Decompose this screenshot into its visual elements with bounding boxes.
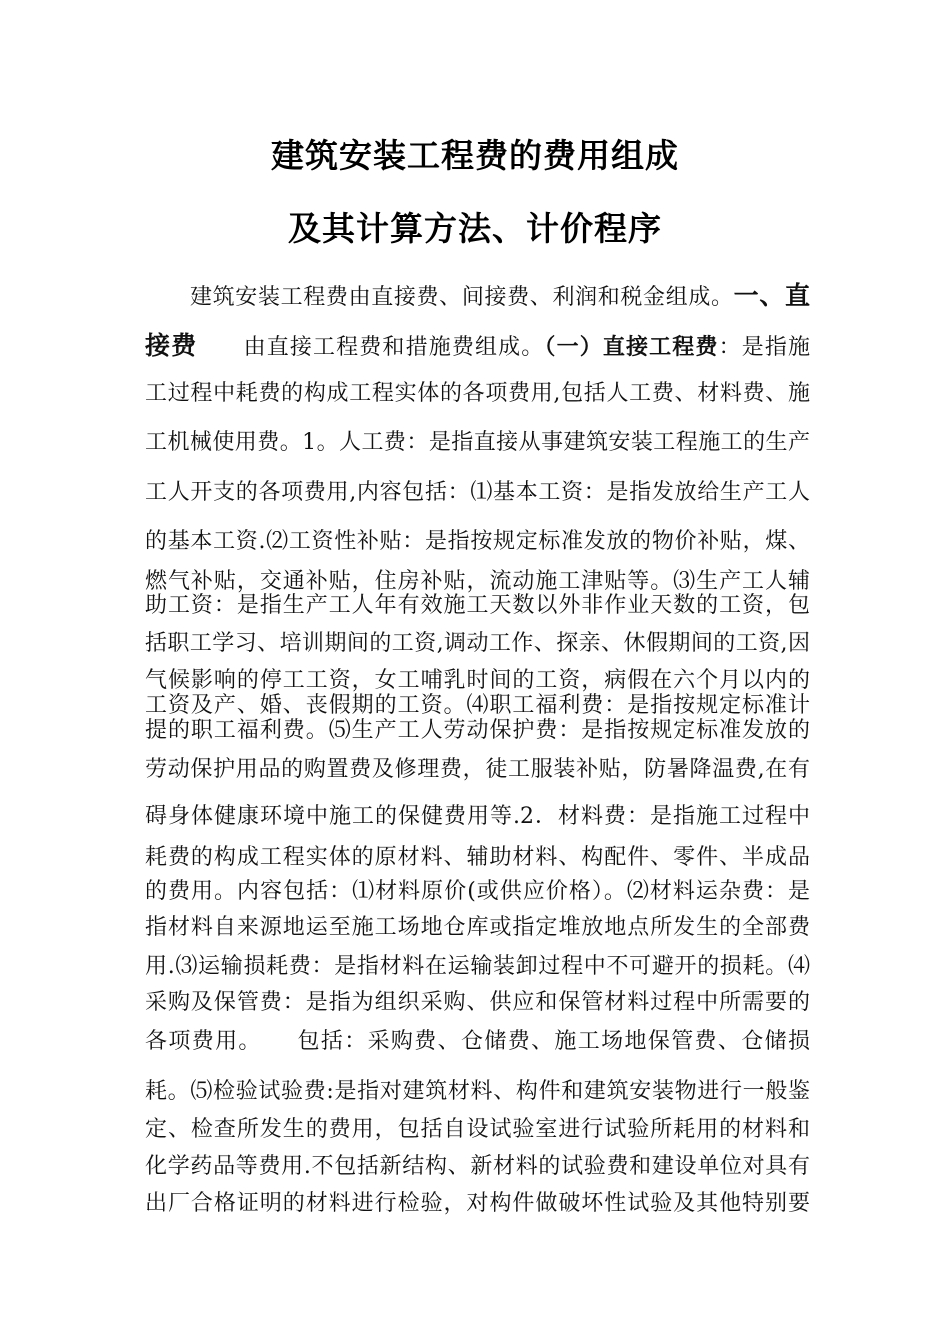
body-text: 的费用。内容包括：⑴材料原价(或供应价格）。⑵材料运杂费：是 [145,879,810,904]
document-title-line-1: 建筑安装工程费的费用组成 [271,136,679,175]
body-text: 燃气补贴，交通补贴，住房补贴，流动施工津贴等。⑶生产工人辅 [145,569,810,594]
body-text: 化学药品等费用.不包括新结构、新材料的试验费和建设单位对具有 [145,1154,810,1179]
body-text: 耗费的构成工程实体的原材料、辅助材料、构配件、零件、半成品 [145,845,810,870]
body-text: 的基本工资.⑵工资性补贴：是指按规定标准发放的物价补贴，煤、 [145,529,810,554]
body-line [190,282,810,312]
body-line [145,667,810,695]
body-line [145,479,810,507]
bold-heading-text: （一）直接工程费 [544,335,719,360]
body-text: 出厂合格证明的材料进行检验，对构件做破坏性试验及其他特别要 [145,1191,810,1216]
body-text: 用.⑶运输损耗费：是指材料在运输装卸过程中不可避开的损耗。⑷ [145,954,810,979]
body-text: 碍身体健康环境中施工的保健费用等.2．材料费：是指施工过程中 [145,804,810,829]
body-text: 工资及产、婚、丧假期的工资。⑷职工福利费：是指按规定标准计 [145,693,810,718]
body-text: 括职工学习、培训期间的工资,调动工作、探亲、休假期间的工资,因 [145,631,810,656]
body-text: 采购及保管费：是指为组织采购、供应和保管材料过程中所需要的 [145,990,810,1015]
body-line [145,914,810,942]
body-text: 指材料自来源地运至施工场地仓库或指定堆放地点所发生的全部费 [145,915,810,940]
body-line [145,1078,810,1106]
body-line [145,756,810,784]
body-text: 工机械使用费。1。人工费：是指直接从事建筑安装工程施工的生产 [145,430,810,455]
body-text: 劳动保护用品的购置费及修理费，徒工服装补贴，防暑降温费,在有 [145,757,810,782]
body-line [145,592,810,620]
body-line [145,878,810,906]
body-text: 提的职工福利费。⑸生产工人劳动保护费：是指按规定标准发放的 [145,718,810,743]
body-line [145,332,810,362]
body-text: 定、检查所发生的费用，包括自设试验室进行试验所耗用的材料和 [145,1117,810,1142]
body-text: ：是指施 [718,335,810,360]
body-line [145,844,810,872]
body-line [145,717,810,745]
body-text: 各项费用。 包括：采购费、仓储费、施工场地保管费、仓储损 [145,1029,810,1054]
body-line [145,1028,810,1056]
body-line [145,1153,810,1181]
document-title-line-2: 及其计算方法、计价程序 [288,209,662,248]
body-text: 助工资：是指生产工人年有效施工天数以外非作业天数的工资，包 [145,593,810,618]
body-line [145,692,810,720]
body-line [145,803,810,831]
body-text: 工过程中耗费的构成工程实体的各项费用,包括人工费、材料费、施 [145,381,810,406]
body-line [145,380,810,408]
body-line [145,953,810,981]
body-line [145,1116,810,1144]
bold-heading-text: 一、直 [733,281,810,310]
body-line [145,1190,810,1218]
body-text: 耗。⑸检验试验费:是指对建筑材料、构件和建筑安装物进行一般鉴 [145,1079,810,1104]
body-text: 建筑安装工程费由直接费、间接费、利润和税金组成。 [190,285,734,310]
body-text: 由直接工程费和措施费组成。 [197,335,545,360]
body-line [145,989,810,1017]
body-text: 工人开支的各项费用,内容包括：⑴基本工资：是指发放给生产工人 [145,480,810,505]
body-line [145,528,810,556]
body-line [145,630,810,658]
bold-heading-text: 接费 [145,331,198,360]
body-line [145,429,810,457]
body-text: 气候影响的停工工资，女工哺乳时间的工资，病假在六个月以内的 [145,668,810,693]
